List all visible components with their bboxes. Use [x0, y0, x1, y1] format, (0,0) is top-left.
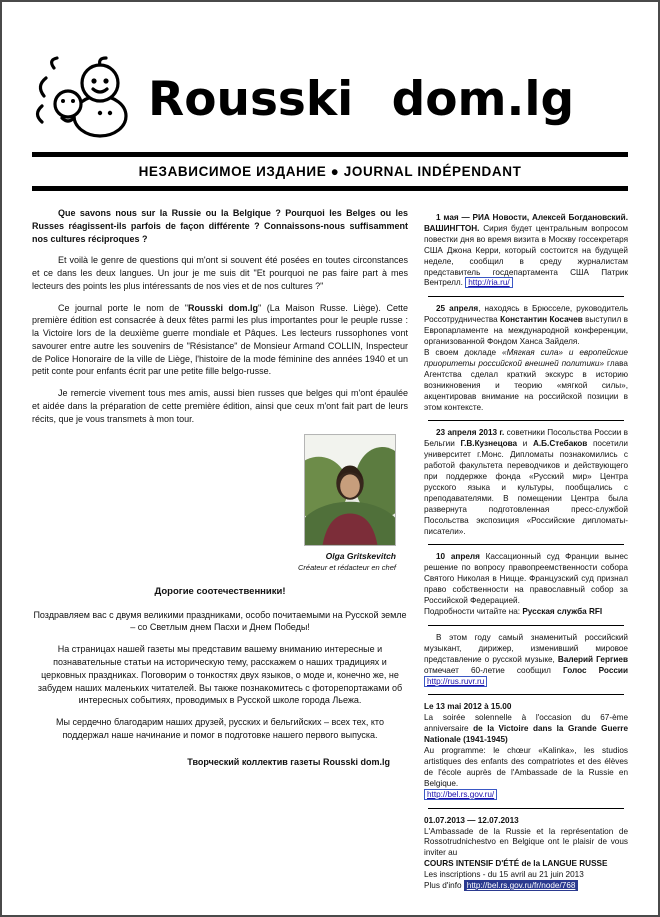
text-segment: Поздравляем вас с двумя великими праздниками, особо почитаемыми на Русской земле – со Светлым днем Пасхи и Днем Победы! [33, 609, 407, 633]
photo-caption-role: Créateur et rédacteur en chef [298, 562, 396, 572]
article-paragraph [32, 302, 408, 379]
text-segment: Сирия будет центральным вопросом повестки дня во время визита в Москву госсекретаря США Джона Керри, который состоится на будущей неделе, сообщил в среду журналистам представитель госдепартамента США Патрик Вентрелл. [424, 223, 628, 288]
text-segment: Rousski dom.lg [187, 302, 259, 313]
news-item [424, 552, 628, 617]
article-paragraph [32, 609, 408, 635]
journal-title: Rousski dom.lg [148, 71, 575, 127]
text-segment: выступил в Европарламенте на международной конференции, организованной Фондом Ханса Зайделя. [424, 315, 628, 347]
news-item [424, 633, 628, 688]
greeting-heading: Дорогие соотечественники! [154, 586, 286, 598]
hyperlink[interactable]: http://bel.rs.gov.ru/ [424, 789, 497, 800]
news-divider [428, 808, 624, 809]
editor-photo [304, 434, 396, 546]
masthead [2, 2, 658, 191]
editorial-signature: Творческий коллектив газеты Rousski dom.lg [187, 756, 390, 767]
news-divider [428, 694, 624, 695]
hyperlink[interactable]: http://ria.ru/ [465, 277, 512, 288]
article-paragraph [32, 716, 408, 742]
article-paragraph [32, 254, 408, 292]
text-segment: Голос России [563, 665, 629, 675]
photo-caption-name: Olga Gritskevitch [325, 551, 396, 562]
news-item [424, 213, 628, 289]
text-segment: Je remercie vivement tous mes amis, aussi bien russes que belges qui m'ont épaulée et aidée dans la préparation de cette première édition, ainsi que ceux m'ont fait part de leurs récits, que je vous transmets à mon tour. [32, 388, 408, 424]
text-segment: В своем докладе [424, 347, 503, 357]
text-segment: de la Victoire dans la Grande Guerre Nationale (1941-1945) [424, 724, 628, 745]
text-segment: Подробности читайте на: [424, 607, 523, 616]
text-segment: В этом году самый знаменитый российский музыкант, дирижер, изменивший мировое представление о русской музыке, [424, 632, 628, 664]
article-paragraph [32, 387, 408, 425]
text-segment: Кассационный суд Франции вынес решение по вопросу правопреемственности собора Святого Николая в Ницце. Французский суд признал право собственности на православный собор за Российской Федерацией. [424, 552, 628, 606]
article-paragraph [32, 643, 408, 707]
journal-subtitle: НЕЗАВИСИМОЕ ИЗДАНИЕ ● JOURNAL INDÉPENDANT [138, 164, 522, 179]
text-segment: 1 мая — РИА Новости, Алексей Богдановский. ВАШИНГТОН. [424, 213, 628, 233]
text-segment: Константин Косачев [500, 315, 583, 325]
news-column [424, 207, 628, 899]
news-divider [428, 544, 624, 545]
text-segment: Русская служба RFI [522, 607, 603, 616]
text-segment: Ce journal porte le nom de " [58, 302, 188, 313]
article-paragraph [32, 207, 408, 245]
text-segment: 10 апреля [436, 552, 480, 562]
text-segment: COURS INTENSIF D'ÉTÉ de la LANGUE RUSSE [424, 859, 608, 869]
text-segment: L'Ambassade de la Russie et la représentation de Rossotrudnichestvo en Belgique ont le plaisir de vous inviter au [424, 826, 628, 858]
text-segment: 23 апреля 2013 г. [436, 428, 505, 438]
news-divider [428, 625, 624, 626]
text-segment: Le 13 mai 2012 à 15.00 [424, 702, 512, 712]
news-divider [428, 420, 624, 421]
text-segment: Plus d'info [424, 881, 464, 891]
text-segment: На страницах нашей газеты мы представим вашему вниманию интересные и познавательные статьи на историческую тему, расскажем о наших традициях и церковных праздниках. Поговорим о тонкостях двух языков, о моде и, конечно же, не забудем наших маленьких читателей. Вы также познакомитесь с фоторепортажами об интересных событиях, проводимых в Русской школе города Льежа. [37, 644, 403, 706]
text-segment: Que savons nous sur la Russie ou la Belgique ? Pourquoi les Belges ou les Russes réagissent-ils parfois de façon différente ? Connaissons-nous suffisamment nos cultures réciproques ? [32, 208, 408, 244]
text-segment: Г.В.Кузнецова [460, 439, 518, 449]
logo-row [32, 54, 628, 144]
text-segment: Au programme: le chœur «Kalinka», les studios artistiques des enfants des compatriotes et des élèves de l'école auprès de l'Ambassade de la Russie en Belgique. [424, 746, 628, 788]
text-segment: Валерий Гергиев [557, 654, 628, 664]
text-segment: советники Посольства России в Бельгии [424, 428, 628, 449]
text-segment: La soirée solennelle à l'occasion du 67-ème anniversaire [424, 713, 628, 734]
news-item [424, 304, 628, 413]
editor-photo-figure [32, 434, 396, 573]
text-segment: " (La Maison Russe. Liège). Cette première édition est consacrée à deux fêtes parmi les plus importantes pour le peuple russe : la Victoire lors de la deuxième guerre mondiale et Pâques. Les lecteurs russophones vont savourer entre autre les souvenirs de "Résistance" de Monsieur Armand COLLIN, Inspecteur de Police Honoraire de la ville de Liège, l'histoire de la mode féminine des années 1940 et un petit conte pour enfants écrit par une petite fille belgo-russe. [32, 302, 408, 377]
text-segment: «Мягкая сила» и европейские приоритеты российской внешней политики» [424, 347, 628, 368]
text-segment: и [517, 439, 533, 449]
text-segment: А.Б.Стебаков [532, 439, 588, 449]
news-item [424, 702, 628, 800]
text-segment: 25 апреля [436, 304, 479, 314]
news-divider [428, 296, 624, 297]
text-segment: Les inscriptions - du 15 avril au 21 juin 2013 [424, 870, 584, 880]
hyperlink[interactable]: http://bel.rs.gov.ru/fr/node/768 [464, 880, 579, 891]
hyperlink[interactable]: http://rus.ruvr.ru [424, 676, 487, 687]
news-item [424, 428, 628, 537]
text-segment: Et voilà le genre de questions qui m'ont si souvent été posées en toutes circonstances et ce dans les deux langues. Un jour je me suis dit "Et pourquoi ne pas faire part à mes lecteurs des points les plus intéressants de nos vies et de nos cultures ?" [32, 255, 408, 291]
article-column [32, 207, 408, 899]
content-area [2, 191, 658, 899]
text-segment: 01.07.2013 — 12.07.2013 [424, 815, 519, 825]
text-segment: глава Агентства сделал краткий экскурс в историю возникновения и теорию «мягкой силы», акцентировав внимание на российской позиции в этом контексте. [424, 358, 628, 412]
text-segment: посетили университет г.Монс. Дипломаты познакомились с работой факультета переводчиков и действующего при поддержке фонда «Русский мир» Центра русского языка и культуры, пообщались с преподавателями. В помещении Центра была развернута подготовленная пресс-службой Посольства экспозиция «Российские дипломаты-писатели». [424, 439, 629, 536]
matryoshka-cartoon-logo-icon [32, 56, 144, 142]
news-item [424, 816, 628, 892]
text-segment: , находясь в Брюсселе, руководитель Россотрудничества [424, 304, 628, 325]
text-segment: Мы сердечно благодарим наших друзей, русских и бельгийских – всех тех, кто поддержал наше начинание и помог в подготовке нашего первого выпуска. [56, 717, 384, 740]
text-segment: отмечает 60-летие сообщил [424, 665, 564, 675]
